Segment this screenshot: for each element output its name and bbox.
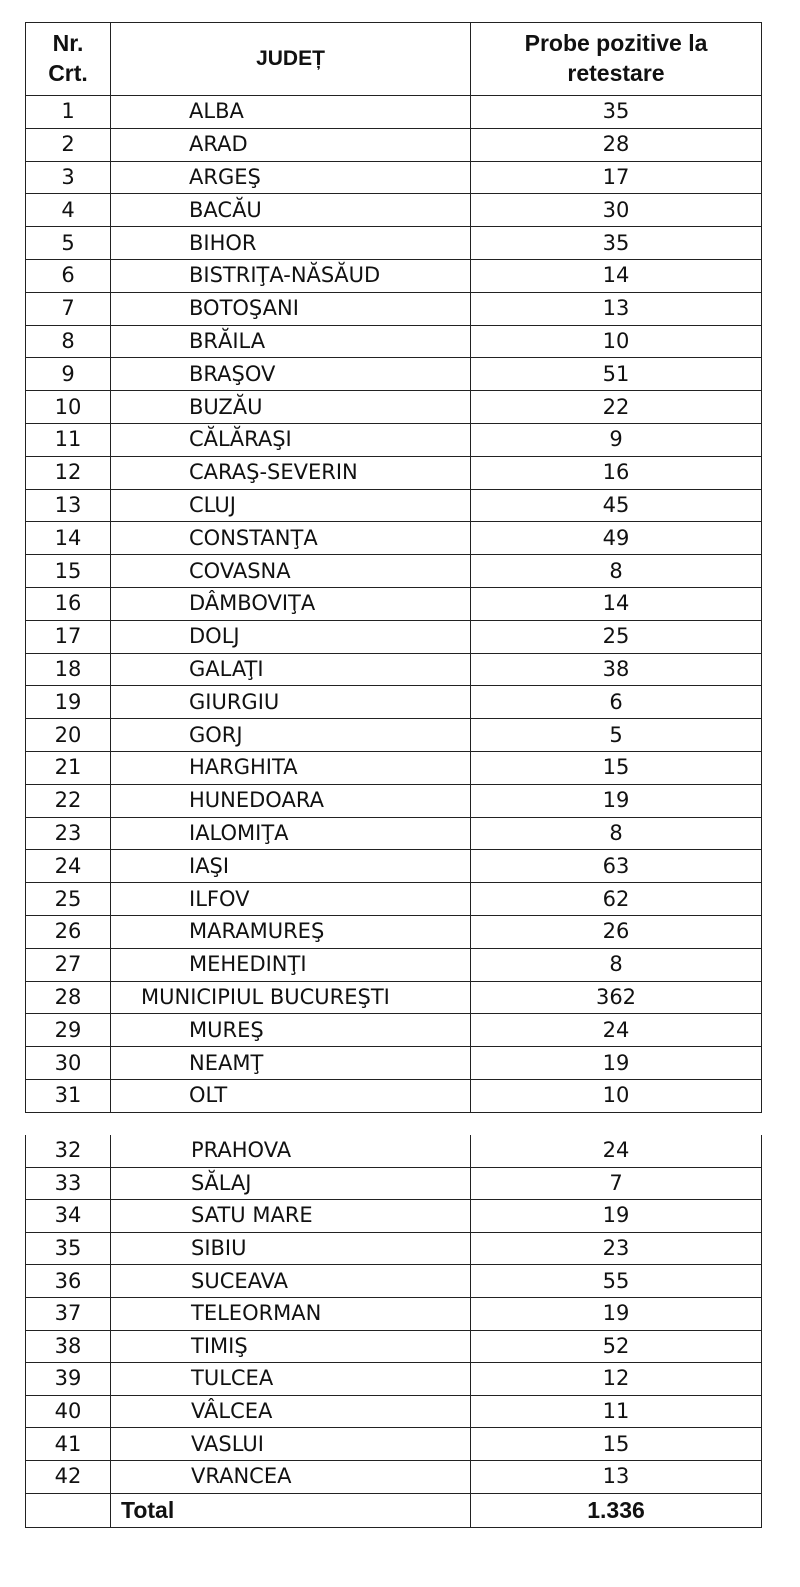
positive-count: 12 [471, 1363, 762, 1396]
row-number: 27 [26, 948, 111, 981]
county-name: TELEORMAN [111, 1297, 471, 1330]
county-name: BISTRIŢA-NĂSĂUD [111, 259, 471, 292]
table-row [26, 1047, 762, 1080]
positive-count: 9 [471, 423, 762, 456]
county-name: CLUJ [111, 489, 471, 522]
table-row [26, 456, 762, 489]
positive-count: 49 [471, 522, 762, 555]
row-number: 32 [26, 1135, 111, 1167]
row-number: 11 [26, 423, 111, 456]
table-row [26, 981, 762, 1014]
header-judet: JUDEȚ [111, 23, 471, 96]
row-number: 1 [26, 96, 111, 129]
table-row [26, 325, 762, 358]
row-number: 30 [26, 1047, 111, 1080]
row-number: 14 [26, 522, 111, 555]
positive-count: 51 [471, 358, 762, 391]
row-number: 9 [26, 358, 111, 391]
county-name: IAŞI [111, 850, 471, 883]
table-row [26, 1265, 762, 1298]
row-number: 5 [26, 227, 111, 260]
row-number: 42 [26, 1460, 111, 1493]
table-row [26, 784, 762, 817]
row-number: 13 [26, 489, 111, 522]
table-row [26, 1363, 762, 1396]
county-name: ILFOV [111, 883, 471, 916]
county-name: HUNEDOARA [111, 784, 471, 817]
row-number: 38 [26, 1330, 111, 1363]
table-row [26, 194, 762, 227]
row-number: 22 [26, 784, 111, 817]
positive-count: 15 [471, 751, 762, 784]
positive-count: 16 [471, 456, 762, 489]
table-row [26, 751, 762, 784]
county-name: SUCEAVA [111, 1265, 471, 1298]
positive-count: 23 [471, 1232, 762, 1265]
county-name: VASLUI [111, 1428, 471, 1461]
table-row [26, 555, 762, 588]
county-name: NEAMŢ [111, 1047, 471, 1080]
county-name: IALOMIŢA [111, 817, 471, 850]
row-number: 35 [26, 1232, 111, 1265]
table-row [26, 686, 762, 719]
counties-table-part-1 [25, 22, 762, 1113]
positive-count: 8 [471, 555, 762, 588]
county-name: COVASNA [111, 555, 471, 588]
table-row [26, 358, 762, 391]
positive-count: 19 [471, 1047, 762, 1080]
row-number: 23 [26, 817, 111, 850]
row-number: 3 [26, 161, 111, 194]
positive-count: 25 [471, 620, 762, 653]
county-name: CARAŞ-SEVERIN [111, 456, 471, 489]
total-empty-cell [26, 1493, 111, 1527]
row-number: 33 [26, 1167, 111, 1200]
row-number: 17 [26, 620, 111, 653]
table-row [26, 292, 762, 325]
county-name: MUNICIPIUL BUCUREŞTI [111, 981, 471, 1014]
table-row [26, 817, 762, 850]
positive-count: 55 [471, 1265, 762, 1298]
county-name: GIURGIU [111, 686, 471, 719]
row-number: 28 [26, 981, 111, 1014]
positive-count: 8 [471, 817, 762, 850]
county-name: BUZĂU [111, 391, 471, 424]
county-name: ALBA [111, 96, 471, 129]
positive-count: 362 [471, 981, 762, 1014]
total-value: 1.336 [471, 1493, 762, 1527]
table-row [26, 1167, 762, 1200]
row-number: 16 [26, 587, 111, 620]
table-row [26, 96, 762, 129]
positive-count: 63 [471, 850, 762, 883]
positive-count: 11 [471, 1395, 762, 1428]
county-name: GALAŢI [111, 653, 471, 686]
table-row [26, 423, 762, 456]
row-number: 10 [26, 391, 111, 424]
positive-count: 26 [471, 915, 762, 948]
positive-count: 10 [471, 325, 762, 358]
positive-count: 30 [471, 194, 762, 227]
row-number: 4 [26, 194, 111, 227]
table-row [26, 1079, 762, 1112]
county-name: BACĂU [111, 194, 471, 227]
row-number: 25 [26, 883, 111, 916]
positive-count: 14 [471, 259, 762, 292]
county-name: MARAMUREŞ [111, 915, 471, 948]
row-number: 41 [26, 1428, 111, 1461]
table-row [26, 1200, 762, 1233]
positive-count: 28 [471, 128, 762, 161]
row-number: 2 [26, 128, 111, 161]
county-name: VRANCEA [111, 1460, 471, 1493]
table-row [26, 161, 762, 194]
row-number: 26 [26, 915, 111, 948]
table-row [26, 883, 762, 916]
table-row [26, 850, 762, 883]
row-number: 31 [26, 1079, 111, 1112]
table-row [26, 227, 762, 260]
table-row [26, 1014, 762, 1047]
header-probe-pozitive: Probe pozitive la retestare [471, 23, 762, 96]
county-name: GORJ [111, 719, 471, 752]
table-row [26, 1460, 762, 1493]
county-name: ARAD [111, 128, 471, 161]
county-name: OLT [111, 1079, 471, 1112]
row-number: 18 [26, 653, 111, 686]
positive-count: 35 [471, 96, 762, 129]
row-number: 24 [26, 850, 111, 883]
row-number: 36 [26, 1265, 111, 1298]
county-name: MEHEDINŢI [111, 948, 471, 981]
positive-count: 24 [471, 1014, 762, 1047]
table-row [26, 1330, 762, 1363]
total-label: Total [111, 1493, 471, 1527]
county-name: TULCEA [111, 1363, 471, 1396]
table-row [26, 1428, 762, 1461]
positive-count: 10 [471, 1079, 762, 1112]
positive-count: 13 [471, 1460, 762, 1493]
positive-count: 45 [471, 489, 762, 522]
table-row [26, 259, 762, 292]
county-name: SĂLAJ [111, 1167, 471, 1200]
table-row [26, 587, 762, 620]
county-name: BIHOR [111, 227, 471, 260]
positive-count: 35 [471, 227, 762, 260]
row-number: 37 [26, 1297, 111, 1330]
positive-count: 5 [471, 719, 762, 752]
row-number: 6 [26, 259, 111, 292]
table-row [26, 719, 762, 752]
county-name: SIBIU [111, 1232, 471, 1265]
county-name: ARGEŞ [111, 161, 471, 194]
county-name: SATU MARE [111, 1200, 471, 1233]
positive-count: 38 [471, 653, 762, 686]
county-name: MUREŞ [111, 1014, 471, 1047]
county-name: VÂLCEA [111, 1395, 471, 1428]
positive-count: 62 [471, 883, 762, 916]
table-row [26, 391, 762, 424]
county-name: DOLJ [111, 620, 471, 653]
positive-count: 19 [471, 784, 762, 817]
table-row [26, 1135, 762, 1167]
table-row [26, 1297, 762, 1330]
row-number: 20 [26, 719, 111, 752]
county-name: DÂMBOVIŢA [111, 587, 471, 620]
positive-count: 17 [471, 161, 762, 194]
county-name: BRĂILA [111, 325, 471, 358]
positive-count: 22 [471, 391, 762, 424]
table-row [26, 522, 762, 555]
positive-count: 6 [471, 686, 762, 719]
positive-count: 19 [471, 1297, 762, 1330]
row-number: 12 [26, 456, 111, 489]
positive-count: 52 [471, 1330, 762, 1363]
positive-count: 14 [471, 587, 762, 620]
table-row [26, 620, 762, 653]
county-name: CĂLĂRAŞI [111, 423, 471, 456]
row-number: 8 [26, 325, 111, 358]
positive-count: 7 [471, 1167, 762, 1200]
table-row [26, 128, 762, 161]
row-number: 19 [26, 686, 111, 719]
row-number: 15 [26, 555, 111, 588]
table-row [26, 948, 762, 981]
county-name: CONSTANŢA [111, 522, 471, 555]
row-number: 40 [26, 1395, 111, 1428]
table-row [26, 915, 762, 948]
county-name: TIMIŞ [111, 1330, 471, 1363]
positive-count: 19 [471, 1200, 762, 1233]
row-number: 34 [26, 1200, 111, 1233]
positive-count: 8 [471, 948, 762, 981]
header-nr-crt: Nr. Crt. [26, 23, 111, 96]
county-name: HARGHITA [111, 751, 471, 784]
positive-count: 24 [471, 1135, 762, 1167]
row-number: 29 [26, 1014, 111, 1047]
table-row [26, 653, 762, 686]
county-name: BRAŞOV [111, 358, 471, 391]
county-name: BOTOŞANI [111, 292, 471, 325]
positive-count: 15 [471, 1428, 762, 1461]
positive-count: 13 [471, 292, 762, 325]
county-name: PRAHOVA [111, 1135, 471, 1167]
table-row [26, 489, 762, 522]
counties-table-part-2 [25, 1135, 762, 1528]
total-row [26, 1493, 762, 1527]
table-header-row [26, 23, 762, 96]
table-row [26, 1232, 762, 1265]
row-number: 7 [26, 292, 111, 325]
row-number: 21 [26, 751, 111, 784]
row-number: 39 [26, 1363, 111, 1396]
table-row [26, 1395, 762, 1428]
